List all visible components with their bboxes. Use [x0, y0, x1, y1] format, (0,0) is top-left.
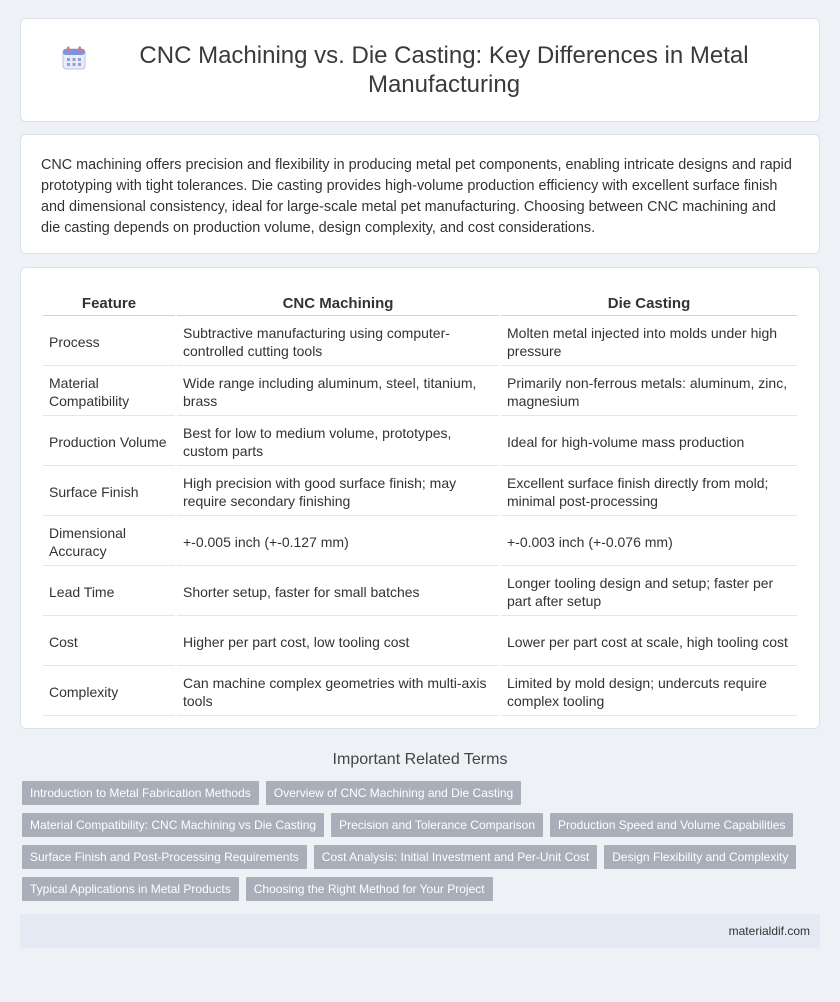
die-casting-cell: Excellent surface finish directly from mold; minimal post-processing [501, 468, 797, 516]
feature-cell: Surface Finish [43, 468, 175, 516]
feature-cell: Process [43, 318, 175, 366]
die-casting-cell: Longer tooling design and setup; faster per part after setup [501, 568, 797, 616]
related-terms-tags [22, 781, 818, 901]
table-row [43, 568, 797, 616]
calendar-icon [61, 45, 87, 71]
footer-site-link[interactable]: materialdif.com [728, 924, 810, 938]
related-term-tag[interactable]: Overview of CNC Machining and Die Casting [266, 781, 521, 805]
table-row [43, 518, 797, 566]
footer [20, 914, 820, 948]
related-term-tag[interactable]: Cost Analysis: Initial Investment and Per-Unit Cost [314, 845, 597, 869]
table-row [43, 368, 797, 416]
feature-cell: Cost [43, 618, 175, 666]
cnc-cell: Can machine complex geometries with multi-axis tools [177, 668, 499, 716]
table-row [43, 618, 797, 666]
cnc-cell: High precision with good surface finish; may require secondary finishing [177, 468, 499, 516]
cnc-cell: +-0.005 inch (+-0.127 mm) [177, 518, 499, 566]
related-term-tag[interactable]: Design Flexibility and Complexity [604, 845, 796, 869]
feature-cell: Lead Time [43, 568, 175, 616]
die-casting-cell: Lower per part cost at scale, high tooling cost [501, 618, 797, 666]
related-term-tag[interactable]: Introduction to Metal Fabrication Methods [22, 781, 259, 805]
feature-cell: Production Volume [43, 418, 175, 466]
table-row [43, 318, 797, 366]
related-term-tag[interactable]: Choosing the Right Method for Your Project [246, 877, 493, 901]
cnc-cell: Subtractive manufacturing using computer-controlled cutting tools [177, 318, 499, 366]
feature-cell: Dimensional Accuracy [43, 518, 175, 566]
related-term-tag[interactable]: Material Compatibility: CNC Machining vs Die Casting [22, 813, 324, 837]
related-term-tag[interactable]: Typical Applications in Metal Products [22, 877, 239, 901]
cnc-cell: Shorter setup, faster for small batches [177, 568, 499, 616]
die-casting-cell: Molten metal injected into molds under high pressure [501, 318, 797, 366]
table-row [43, 468, 797, 516]
die-casting-cell: Primarily non-ferrous metals: aluminum, zinc, magnesium [501, 368, 797, 416]
die-casting-cell: +-0.003 inch (+-0.076 mm) [501, 518, 797, 566]
header-die-casting: Die Casting [501, 292, 797, 316]
title-wrap [61, 41, 779, 99]
die-casting-cell: Ideal for high-volume mass production [501, 418, 797, 466]
table-row [43, 418, 797, 466]
header-card [20, 18, 820, 122]
intro-text: CNC machining offers precision and flexibility in producing metal pet components, enabling intricate designs and rapid prototyping with tight tolerances. Die casting provides high-volume production efficiency with excellent surface finish and dimensional consistency, ideal for large-scale metal pet manufacturing. Choosing between CNC machining and die casting depends on production volume, design complexity, and cost considerations. [41, 157, 792, 236]
related-term-tag[interactable]: Precision and Tolerance Comparison [331, 813, 543, 837]
table-row [43, 668, 797, 716]
cnc-cell: Best for low to medium volume, prototypes, custom parts [177, 418, 499, 466]
cnc-cell: Wide range including aluminum, steel, titanium, brass [177, 368, 499, 416]
comparison-table-card [20, 267, 820, 729]
related-terms-title: Important Related Terms [332, 751, 508, 768]
table-header-row [43, 292, 797, 316]
die-casting-cell: Limited by mold design; undercuts require complex tooling [501, 668, 797, 716]
cnc-cell: Higher per part cost, low tooling cost [177, 618, 499, 666]
header-feature: Feature [43, 292, 175, 316]
related-term-tag[interactable]: Surface Finish and Post-Processing Requirements [22, 845, 307, 869]
intro-card [20, 134, 820, 254]
feature-cell: Material Compatibility [43, 368, 175, 416]
feature-cell: Complexity [43, 668, 175, 716]
related-term-tag[interactable]: Production Speed and Volume Capabilities [550, 813, 793, 837]
page-title: CNC Machining vs. Die Casting: Key Differences in Metal Manufacturing [139, 42, 749, 98]
header-cnc: CNC Machining [177, 292, 499, 316]
comparison-table [41, 290, 799, 718]
